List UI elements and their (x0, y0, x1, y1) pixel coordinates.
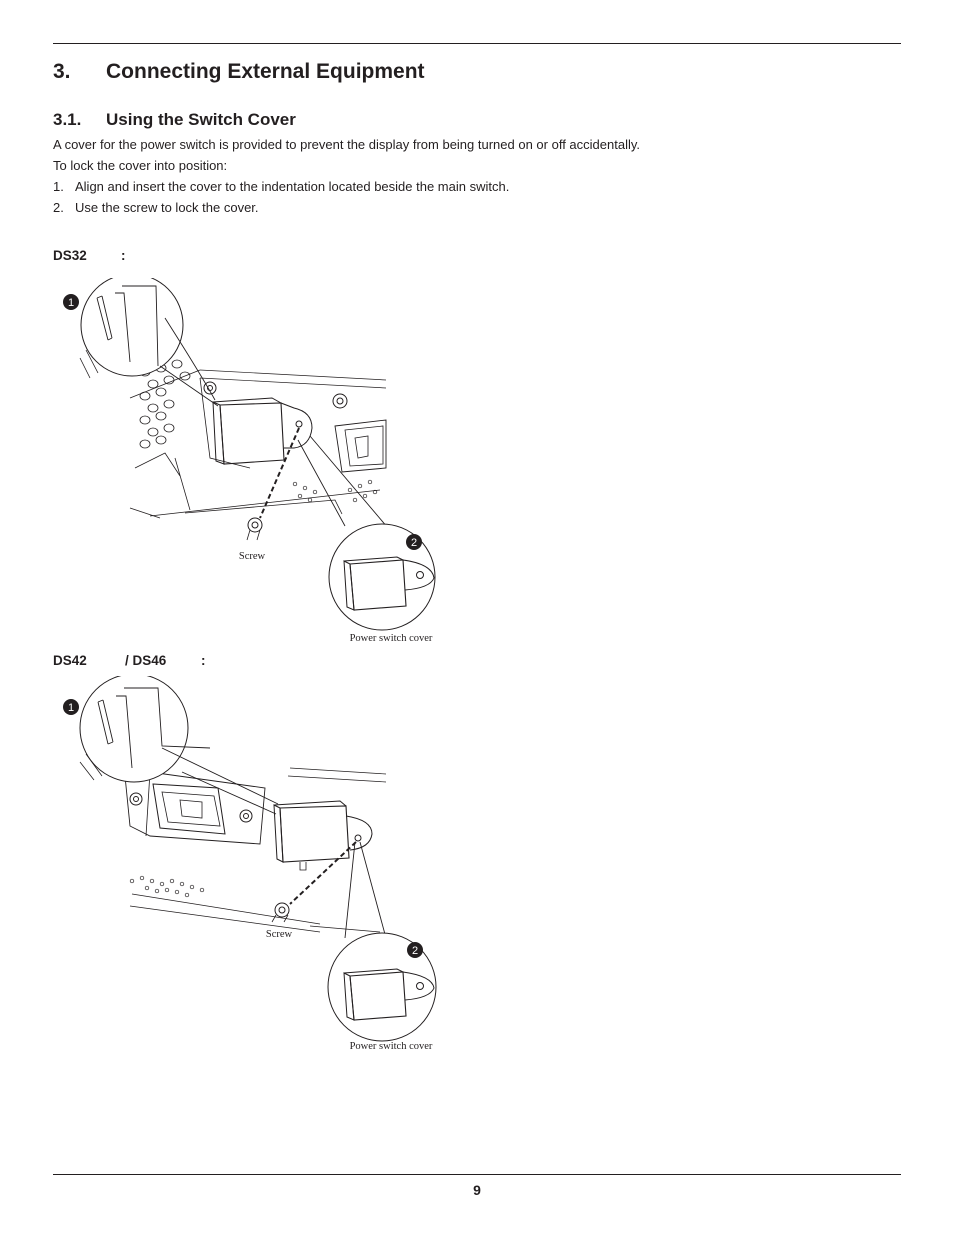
page-number: 9 (473, 1182, 481, 1198)
section-number: 3. (53, 60, 71, 83)
subsection-title: Using the Switch Cover (106, 110, 296, 129)
subsection-heading (53, 110, 296, 130)
figure-1-colon: : (121, 248, 126, 263)
figure-2-badge-1: 1 (67, 702, 75, 714)
figure-1-screw-label: Screw (238, 551, 266, 562)
lock-intro-paragraph: To lock the cover into position: (53, 158, 228, 173)
step-1-number: 1. (53, 179, 64, 194)
figure-2-colon: : (201, 653, 206, 668)
figure-1-model-label (53, 248, 126, 263)
top-rule (53, 43, 901, 44)
step-2 (53, 200, 259, 215)
section-title: Connecting External Equipment (106, 60, 425, 83)
figure-2-cover-label: Power switch cover (349, 1041, 433, 1052)
step-2-number: 2. (53, 200, 64, 215)
figure-2-badge-2: 2 (411, 945, 419, 957)
section-heading (53, 60, 425, 84)
figure-2-illustration (50, 676, 450, 1056)
figure-1-illustration (50, 278, 450, 650)
figure-1-badge-2: 2 (410, 537, 418, 549)
figure-2-model-b: / DS46 (125, 653, 167, 668)
figure-1-cover-label: Power switch cover (349, 633, 433, 644)
step-1-text: Align and insert the cover to the indentation located beside the main switch. (75, 179, 510, 194)
figure-2-screw-label: Screw (265, 929, 293, 940)
figure-2-model-label (53, 653, 206, 668)
step-1 (53, 179, 509, 194)
bottom-rule (53, 1174, 901, 1175)
intro-paragraph: A cover for the power switch is provided to prevent the display from being turned on or off accidentally. (53, 137, 640, 152)
figure-1-model-a: DS32 (53, 248, 87, 263)
subsection-number: 3.1. (53, 110, 82, 129)
step-2-text: Use the screw to lock the cover. (75, 200, 259, 215)
figure-1-badge-1: 1 (67, 297, 75, 309)
figure-2-model-a: DS42 (53, 653, 87, 668)
